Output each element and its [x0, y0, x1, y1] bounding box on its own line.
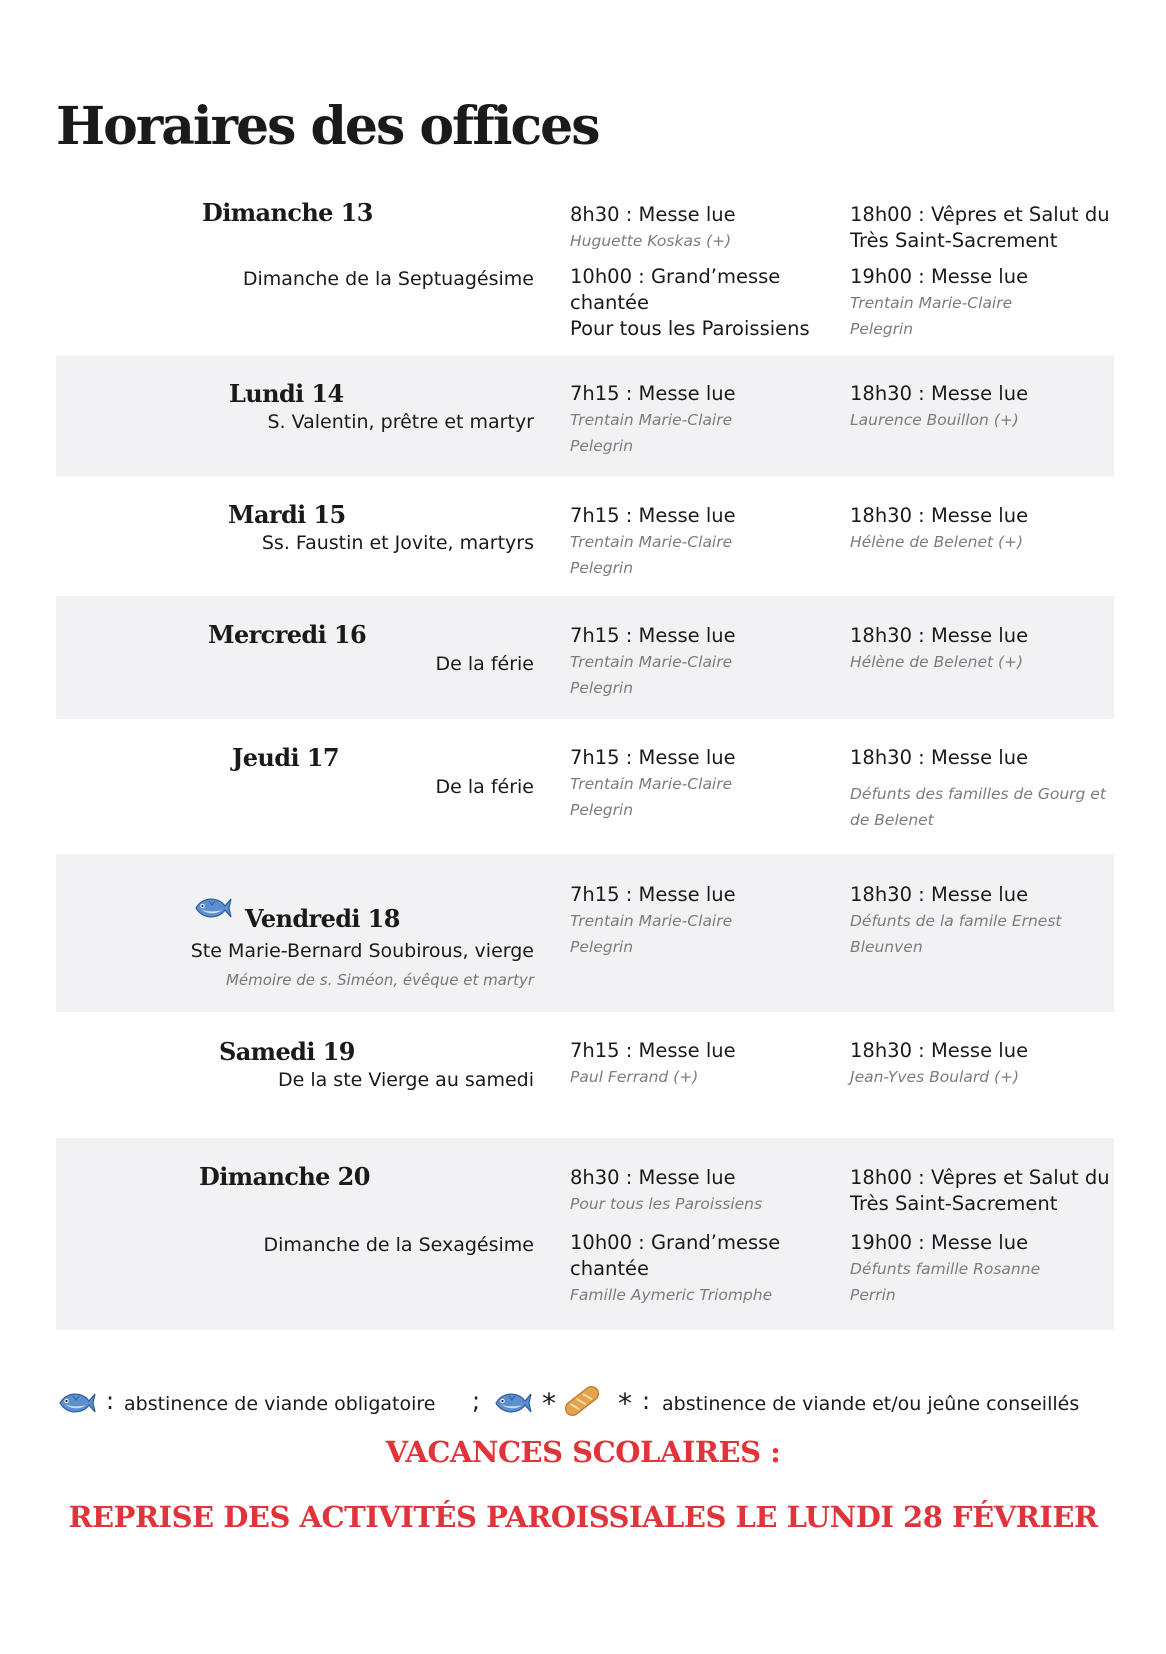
office-title: 7h15 : Messe lue: [570, 1039, 736, 1062]
office-intention: Laurence Bouillon (+): [850, 411, 1019, 429]
office-title: 18h30 : Messe lue: [850, 624, 1029, 647]
day-name: Mercredi 16: [208, 620, 367, 649]
office-title: 7h15 : Messe lue: [570, 883, 736, 906]
office-slot: [570, 1230, 800, 1308]
day-name: Samedi 19: [219, 1037, 355, 1066]
office-intention: Trentain Marie-Claire Pelegrin: [570, 912, 733, 956]
office-slot: [570, 381, 770, 459]
memoire-note: Mémoire de s. Siméon, évêque et martyr: [225, 971, 534, 989]
office-slot: [850, 623, 1112, 675]
feast-name: De la férie: [435, 776, 534, 798]
office-slot: [850, 882, 1112, 960]
office-slot: [570, 1038, 770, 1090]
office-title: 10h00 : Grand’messe chantée: [570, 1231, 781, 1280]
office-slot: [850, 745, 1112, 833]
office-slot: [850, 264, 1050, 342]
legend-text-main: abstinence de viande: [124, 1393, 329, 1415]
office-title: 18h30 : Messe lue: [850, 883, 1029, 906]
feast-name: Dimanche de la Septuagésime: [242, 268, 534, 290]
office-title: 7h15 : Messe lue: [570, 504, 736, 527]
office-title: 10h00 : Grand’messe chantée: [570, 265, 781, 314]
day-name: Dimanche 13: [202, 198, 373, 227]
day-name: Jeudi 17: [232, 743, 339, 772]
office-slot: [570, 264, 820, 342]
table-row: [56, 1138, 1114, 1330]
office-slot: [570, 882, 770, 960]
table-row: [56, 1012, 1114, 1138]
office-slot: [570, 503, 770, 581]
office-title: 18h30 : Messe lue: [850, 746, 1029, 769]
office-title: 18h30 : Messe lue: [850, 382, 1029, 405]
office-slot: [570, 623, 770, 701]
office-title: 7h15 : Messe lue: [570, 382, 736, 405]
legend-text-emphasis: conseillés: [986, 1393, 1080, 1415]
office-title: 18h00 : Vêpres et Salut du Très Saint-Sacrement: [850, 203, 1110, 252]
legend: [56, 1385, 1116, 1425]
feast-name: Ss. Faustin et Jovite, martyrs: [261, 532, 534, 554]
office-intention: Trentain Marie-Claire Pelegrin: [570, 653, 733, 697]
office-slot: [570, 202, 820, 254]
office-intention: Défunts famille Rosanne Perrin: [850, 1260, 1041, 1304]
feast-name: Dimanche de la Sexagésime: [263, 1234, 534, 1256]
day-name: Lundi 14: [229, 379, 344, 408]
office-intention: Trentain Marie-Claire Pelegrin: [850, 294, 1013, 338]
legend-text-emphasis: obligatoire: [334, 1393, 436, 1415]
office-slot: [850, 1165, 1112, 1217]
legend-separator: ;: [472, 1387, 481, 1415]
office-title: 8h30 : Messe lue: [570, 203, 736, 226]
office-intention: Trentain Marie-Claire Pelegrin: [570, 775, 733, 819]
fish-icon: [192, 894, 232, 922]
legend-text: [124, 1393, 435, 1415]
office-intention: Huguette Koskas (+): [570, 232, 732, 250]
notice-message: REPRISE DES ACTIVITÉS PAROISSIALES LE LUNDI 28 FÉVRIER: [68, 1500, 1098, 1534]
legend-text: [662, 1393, 1079, 1415]
office-slot: [850, 381, 1112, 433]
office-slot: [850, 503, 1112, 555]
legend-separator: :: [642, 1387, 651, 1415]
office-title: 19h00 : Messe lue: [850, 265, 1029, 288]
office-intention: Jean-Yves Boulard (+): [850, 1068, 1020, 1086]
table-row: [56, 355, 1114, 477]
feast-name: Ste Marie-Bernard Soubirous, vierge: [190, 940, 534, 962]
asterisk: *: [618, 1387, 632, 1420]
asterisk: *: [542, 1387, 556, 1420]
day-name: Vendredi 18: [245, 904, 400, 933]
table-row: [56, 477, 1114, 596]
office-intention: Trentain Marie-Claire Pelegrin: [570, 411, 733, 455]
notice-heading: VACANCES SCOLAIRES :: [385, 1435, 781, 1469]
page-title: Horaires des offices: [56, 96, 599, 157]
office-intention: Hélène de Belenet (+): [850, 653, 1024, 671]
office-intention: Pour tous les Paroissiens: [570, 1195, 763, 1213]
office-slot: [570, 745, 770, 823]
office-title: 7h15 : Messe lue: [570, 624, 736, 647]
table-row: [56, 596, 1114, 719]
office-slot: [570, 1165, 820, 1217]
office-title: 18h30 : Messe lue: [850, 1039, 1029, 1062]
office-intention: Hélène de Belenet (+): [850, 533, 1024, 551]
table-row: [56, 719, 1114, 854]
day-name: Dimanche 20: [199, 1162, 370, 1191]
office-title: 19h00 : Messe lue: [850, 1231, 1029, 1254]
office-intention: Pour tous les Paroissiens: [570, 317, 810, 340]
office-title: 8h30 : Messe lue: [570, 1166, 736, 1189]
day-name: Mardi 15: [228, 500, 346, 529]
legend-text-main: abstinence de viande et/ou jeûne: [662, 1393, 981, 1415]
office-intention: Famille Aymeric Triomphe: [570, 1286, 773, 1304]
office-title: 18h30 : Messe lue: [850, 504, 1029, 527]
feast-name: De la ste Vierge au samedi: [277, 1069, 534, 1091]
office-slot: [850, 1230, 1060, 1308]
office-slot: [850, 1038, 1112, 1090]
fish-icon: [56, 1389, 96, 1417]
schedule-table: [56, 188, 1114, 1330]
office-intention: Défunts de la famile Ernest Bleunven: [850, 912, 1062, 956]
bread-icon: [560, 1383, 604, 1419]
table-row: [56, 854, 1114, 1012]
office-title: 18h00 : Vêpres et Salut du Très Saint-Sacrement: [850, 1166, 1110, 1215]
table-row: [56, 188, 1114, 355]
feast-name: De la férie: [435, 653, 534, 675]
feast-name: S. Valentin, prêtre et martyr: [267, 411, 534, 433]
office-slot: [850, 202, 1112, 254]
fish-icon: [492, 1389, 532, 1417]
office-intention: Défunts des familles de Gourg et de Belenet: [850, 785, 1106, 829]
office-intention: Trentain Marie-Claire Pelegrin: [570, 533, 733, 577]
legend-separator: :: [106, 1387, 115, 1415]
office-intention: Paul Ferrand (+): [570, 1068, 699, 1086]
office-title: 7h15 : Messe lue: [570, 746, 736, 769]
